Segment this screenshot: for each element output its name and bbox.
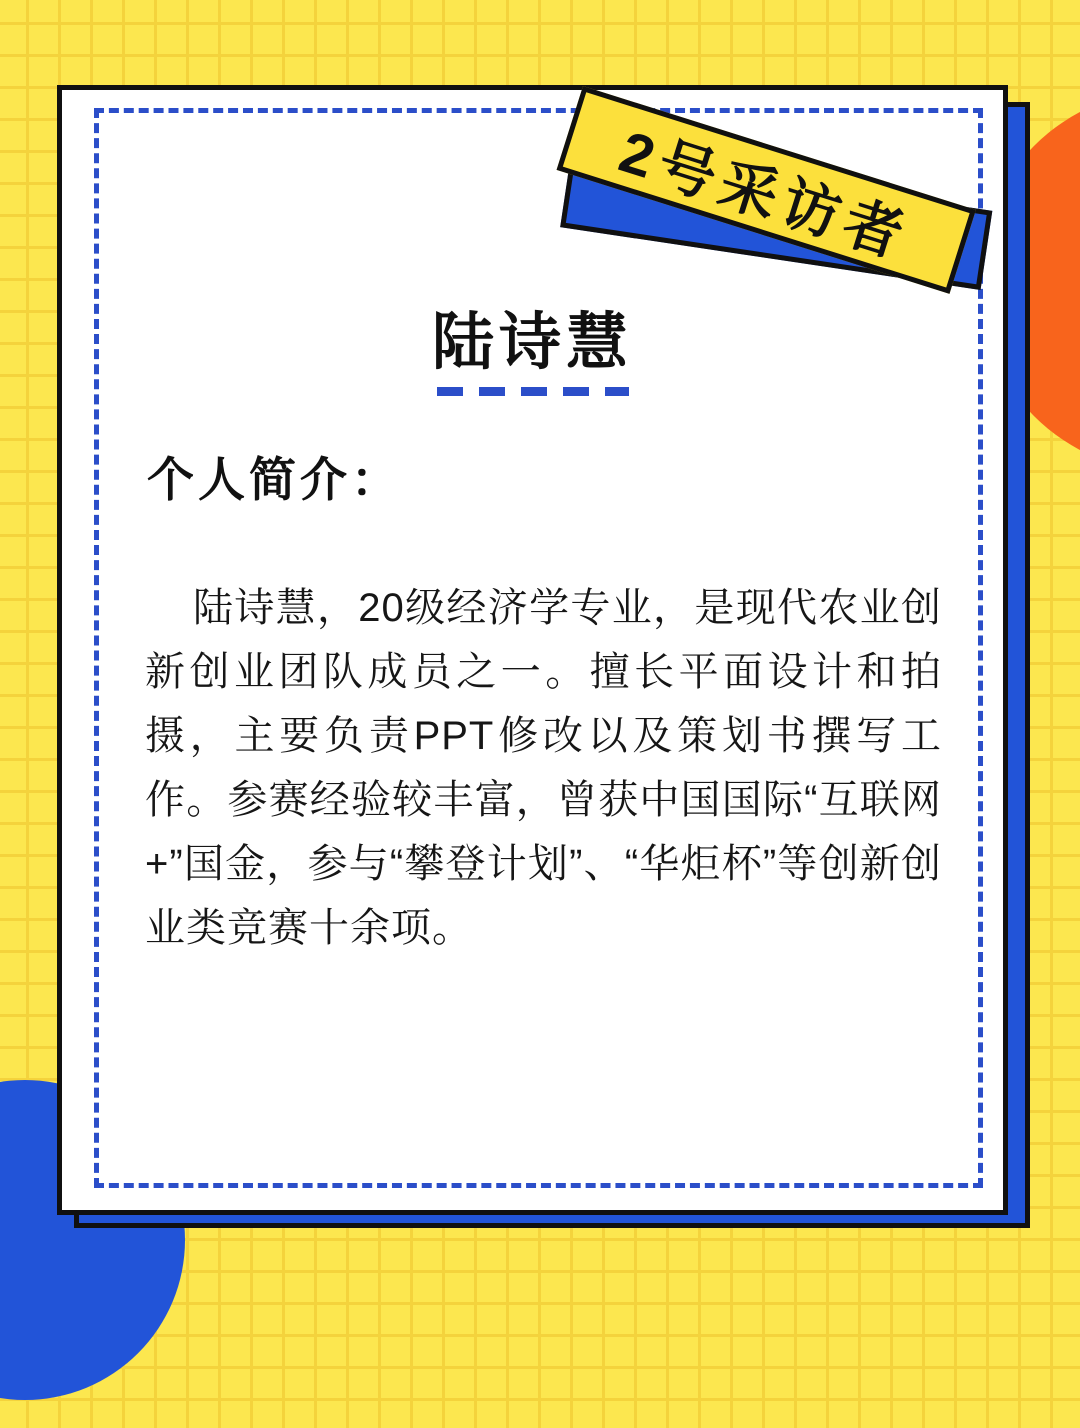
badge-label: 2号采访者 [612, 119, 918, 272]
name-underline-decoration [437, 387, 629, 396]
profile-name: 陆诗慧 [431, 308, 633, 377]
section-title: 个人简介： [147, 453, 402, 506]
profile-bio: 陆诗慧，20级经济学专业，是现代农业创新创业团队成员之一。擅长平面设计和拍摄，主要负责PPT修改以及策划书撰写工作。参赛经验较丰富，曾获中国国际“互联网+”国金，参与“攀登计划”、“华炬杯”等创新创业类竞赛十余项。 [145, 586, 942, 950]
